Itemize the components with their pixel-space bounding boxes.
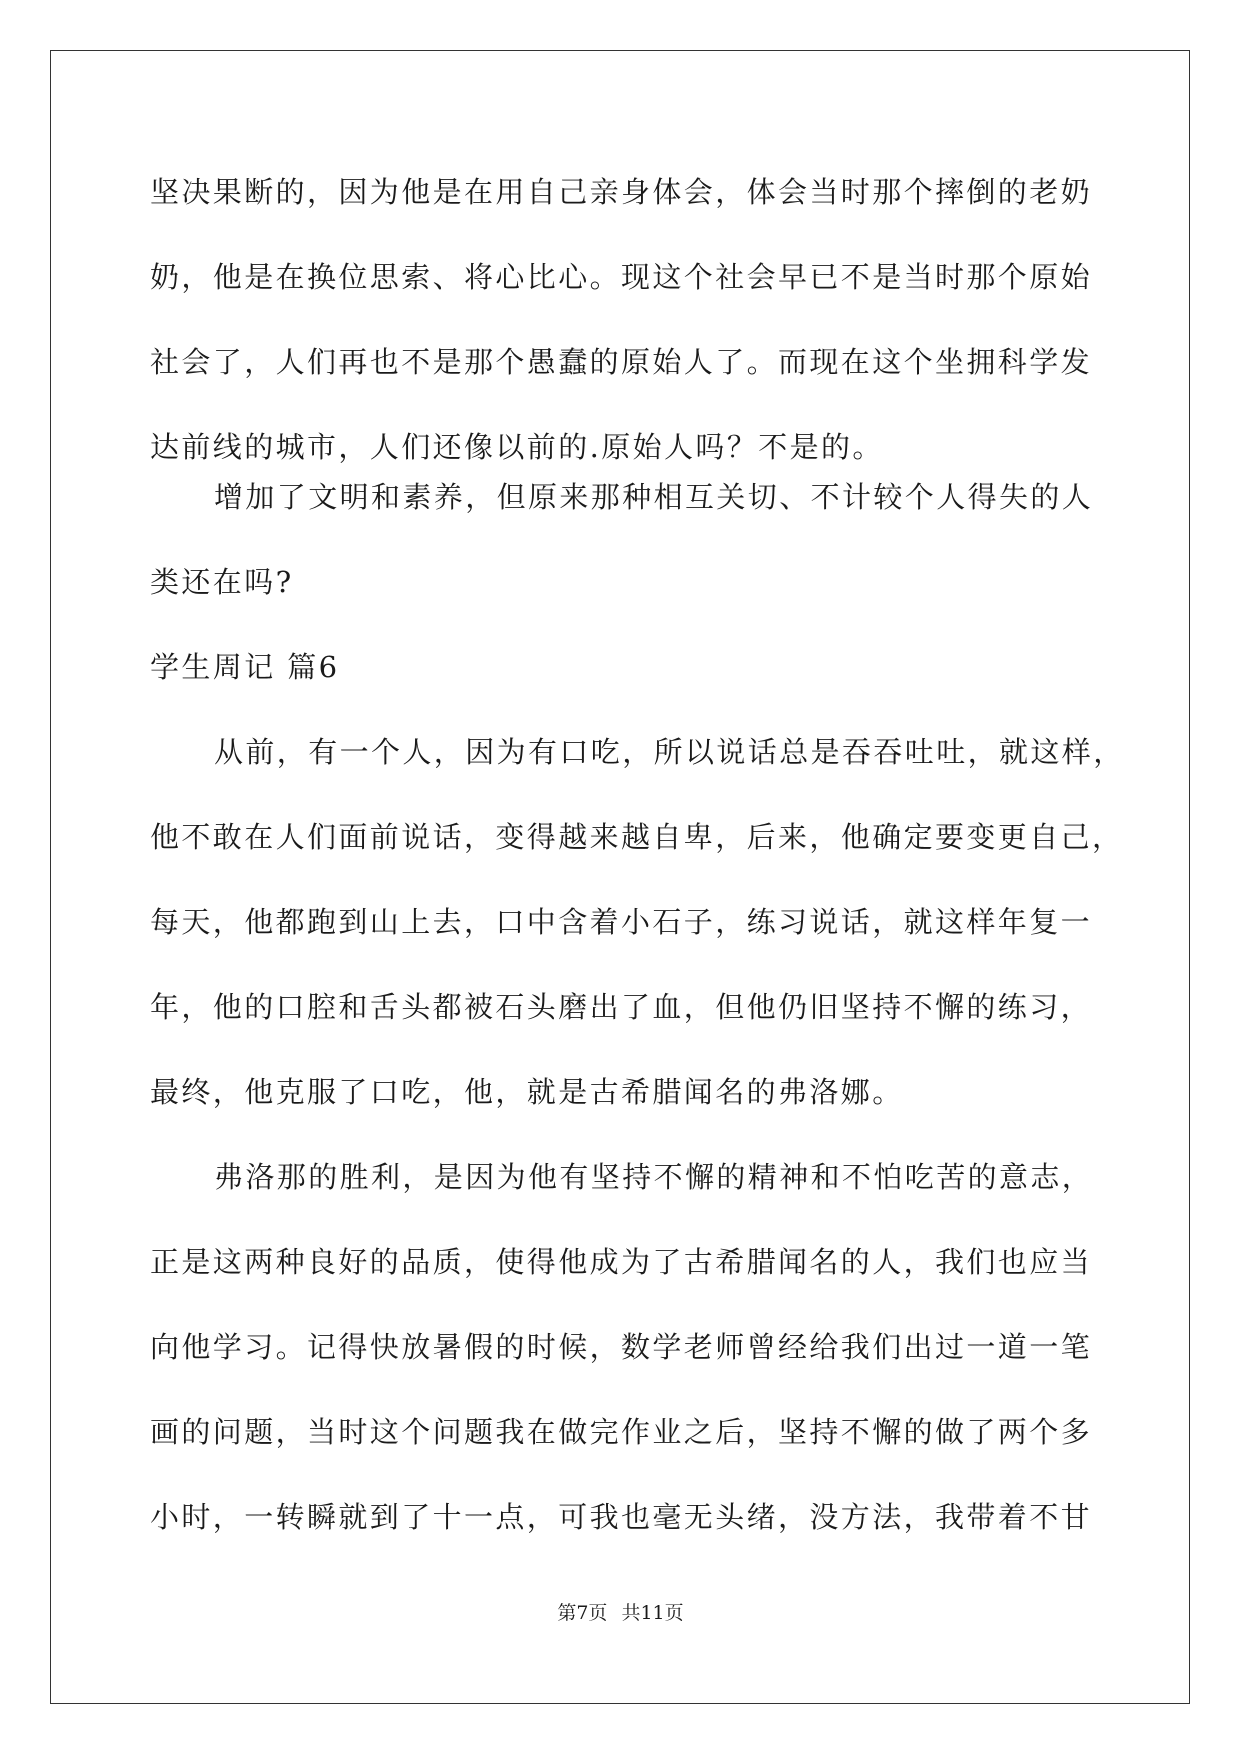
paragraph-line: 年，他的口腔和舌头都被石头磨出了血，但他仍旧坚持不懈的练习， <box>150 990 1093 1024</box>
paragraph-line: 从前，有一个人，因为有口吃，所以说话总是吞吞吐吐，就这样， <box>214 735 1125 769</box>
paragraph-line: 坚决果断的，因为他是在用自己亲身体会，体会当时那个摔倒的老奶 <box>150 175 1093 209</box>
paragraph-1 <box>150 150 1095 490</box>
paragraph-line: 增加了文明和素养，但原来那种相互关切、不计较个人得失的人 <box>214 480 1094 514</box>
paragraph-line: 画的问题，当时这个问题我在做完作业之后，坚持不懈的做了两个多 <box>150 1415 1093 1449</box>
page-total: 共11页 <box>621 1602 684 1624</box>
paragraph-line: 社会了，人们再也不是那个愚蠢的原始人了。而现在这个坐拥科学发 <box>150 345 1093 379</box>
paragraph-line: 类还在吗? <box>150 565 294 599</box>
paragraph-2 <box>150 455 1095 625</box>
paragraph-line: 他不敢在人们面前说话，变得越来越自卑，后来，他确定要变更自己， <box>150 820 1124 854</box>
paragraph-line: 正是这两种良好的品质，使得他成为了古希腊闻名的人，我们也应当 <box>150 1245 1093 1279</box>
paragraph-line: 小时，一转瞬就到了十一点，可我也毫无头绪，没方法，我带着不甘 <box>150 1500 1093 1534</box>
section-title: 学生周记 篇6 <box>150 650 340 684</box>
paragraph-line: 奶，他是在换位思索、将心比心。现这个社会早已不是当时那个原始 <box>150 260 1093 294</box>
page-number: 第7页 <box>557 1602 608 1624</box>
paragraph-line: 弗洛那的胜利，是因为他有坚持不懈的精神和不怕吃苦的意志， <box>214 1160 1094 1194</box>
page-footer <box>0 1598 1241 1625</box>
paragraph-line: 向他学习。记得快放暑假的时候，数学老师曾经给我们出过一道一笔 <box>150 1330 1093 1364</box>
paragraph-line: 每天，他都跑到山上去，口中含着小石子，练习说话，就这样年复一 <box>150 905 1093 939</box>
paragraph-line: 达前线的城市，人们还像以前的.原始人吗？不是的。 <box>150 430 884 464</box>
paragraph-line: 最终，他克服了口吃，他，就是古希腊闻名的弗洛娜。 <box>150 1075 904 1109</box>
paragraph-3 <box>150 710 1125 1135</box>
paragraph-4 <box>150 1135 1095 1560</box>
